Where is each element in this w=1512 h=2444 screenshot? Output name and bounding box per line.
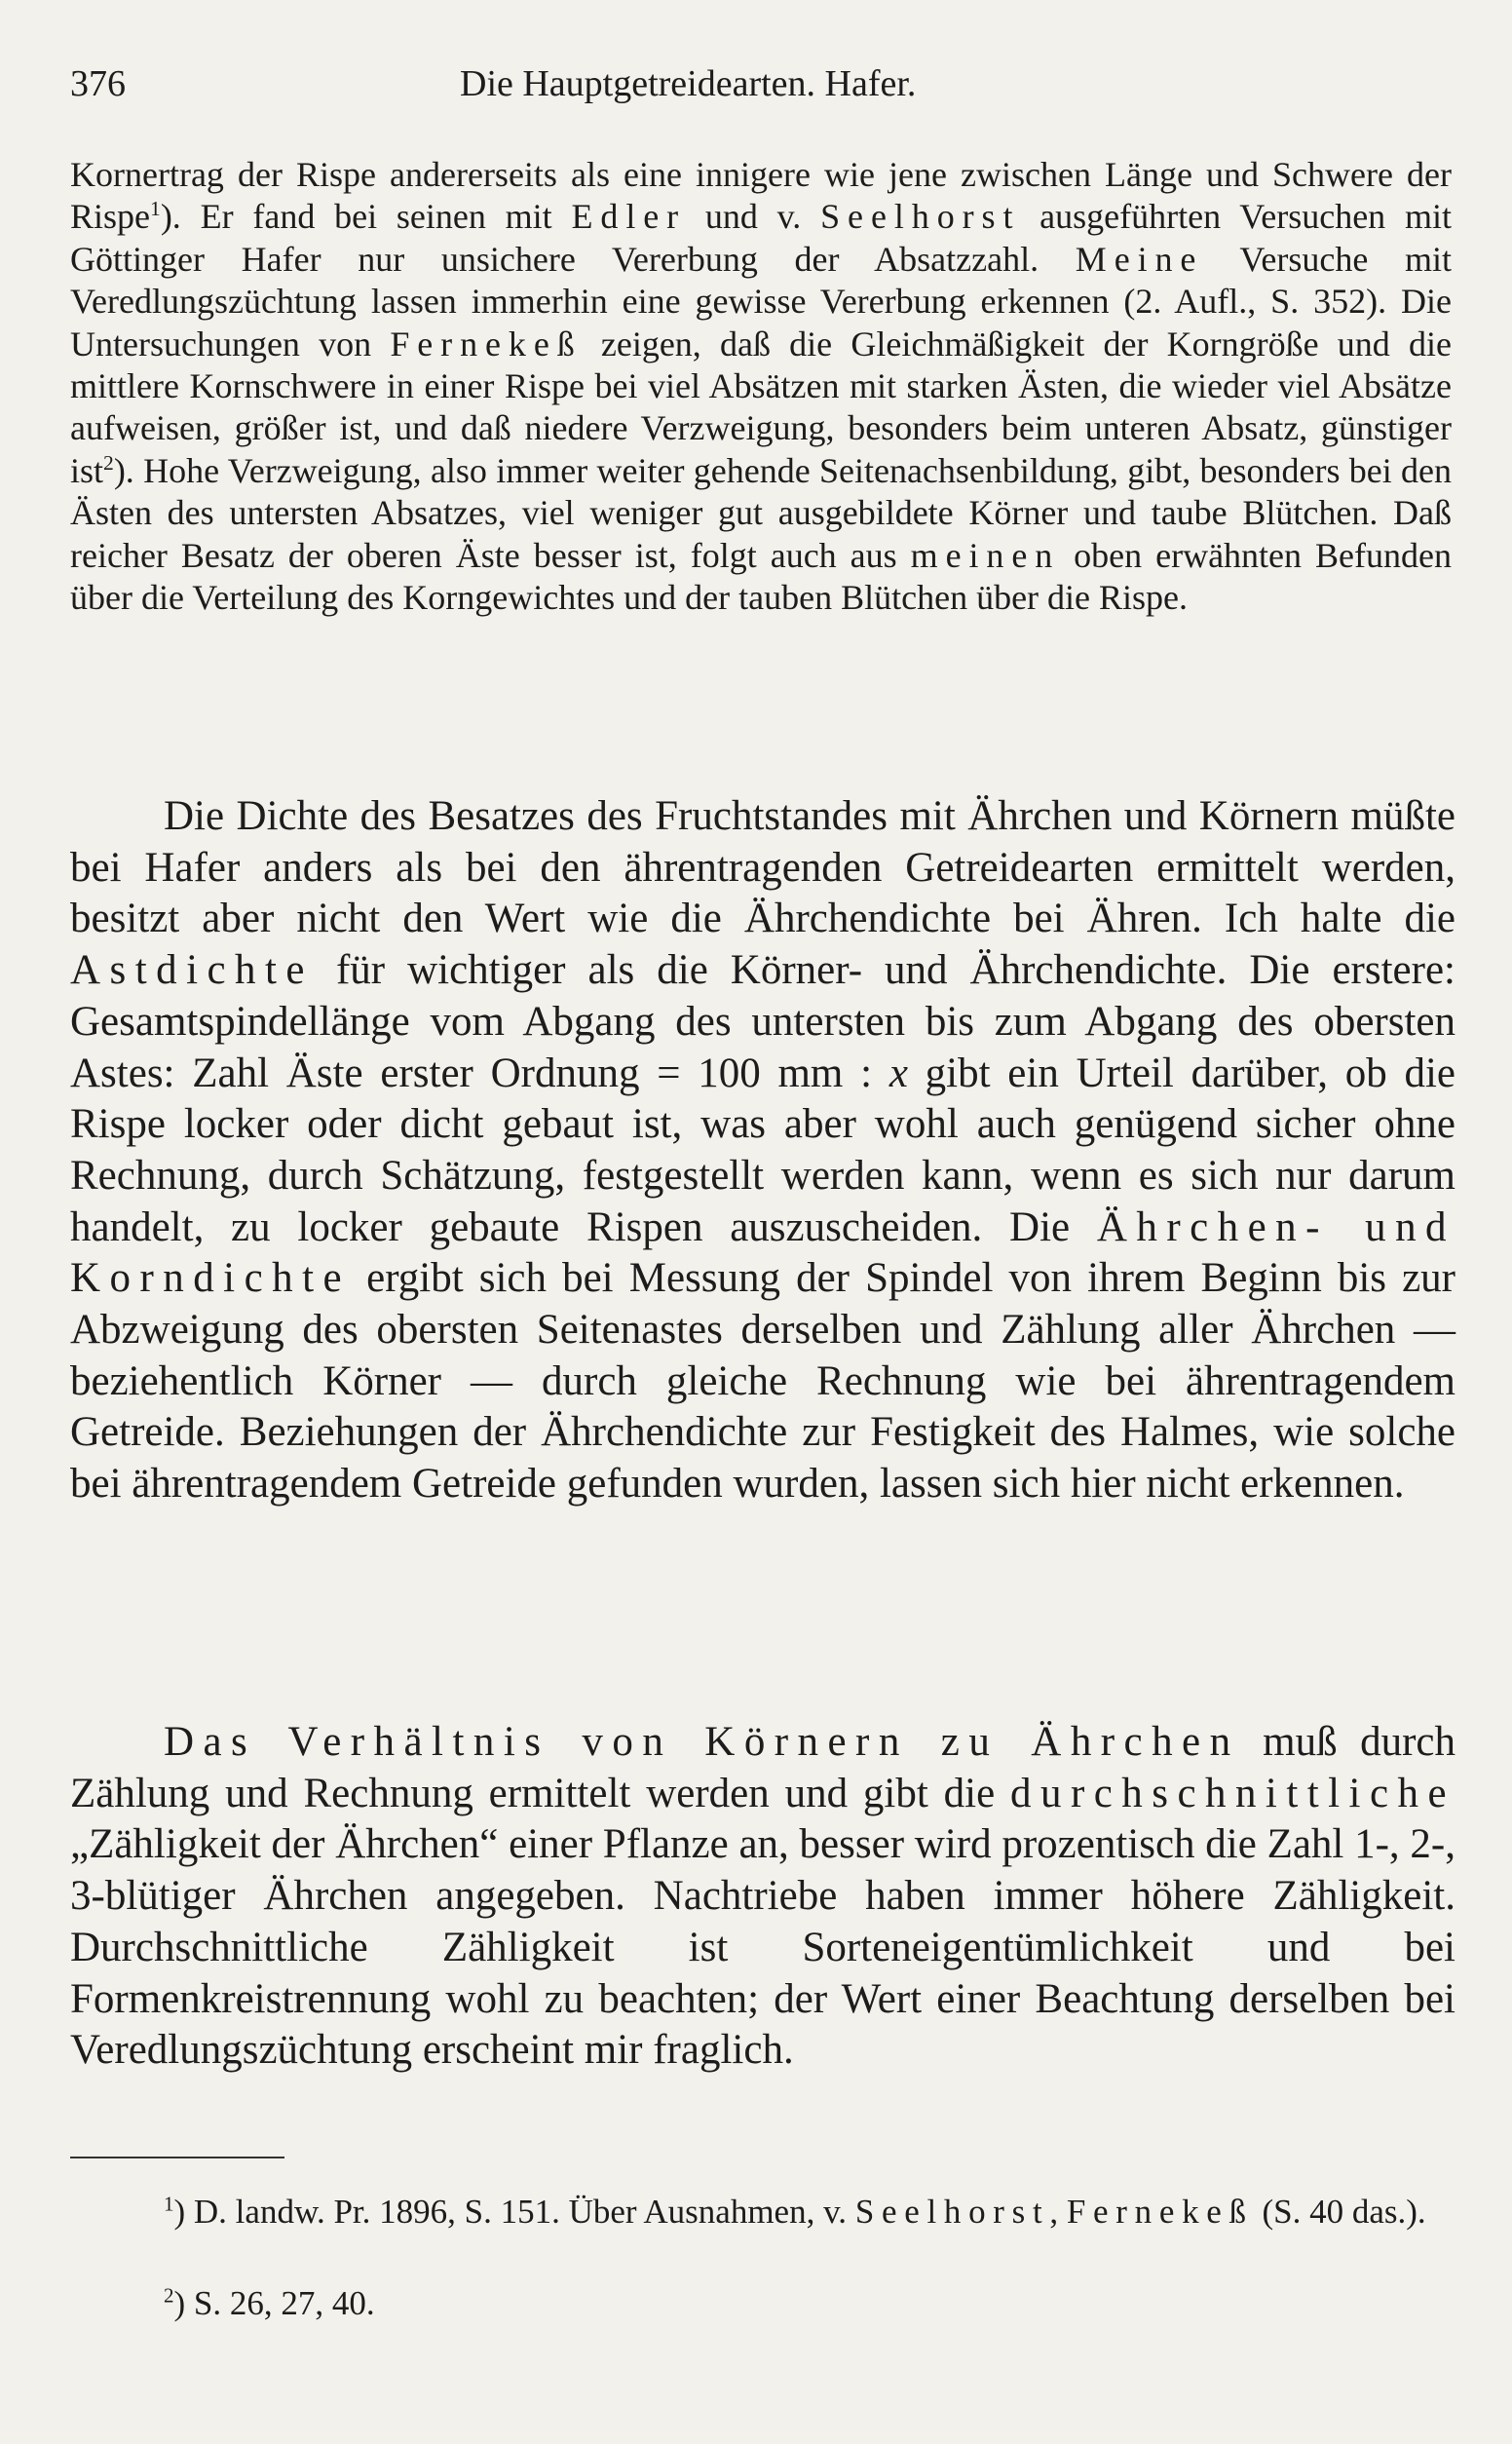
author-name: Seelhorst xyxy=(854,2193,1050,2231)
emphasis-text: Das Verhältnis von Körnern zu Ährchen xyxy=(164,1719,1240,1765)
emphasis-text: Astdichte xyxy=(70,947,314,994)
emphasis-text: meinen xyxy=(910,535,1061,575)
footnote-ref-2[interactable]: 2 xyxy=(103,450,114,475)
author-name: Fernekeß xyxy=(1066,2193,1254,2231)
author-name: Seelhorst xyxy=(820,197,1021,237)
emphasis-text: durchschnittliche xyxy=(1010,1770,1455,1816)
author-name: Edler xyxy=(571,197,687,237)
paragraph-density: Die Dichte des Besatzes des Fruchtstandes mit Ährchen und Körnern müßte bei Hafer anders als bei den ährentragenden Getreidearten ermittelt werden, besitzt aber nicht den Wert wie die Ährchendichte bei Ähren. Ich halte die Astdichte für wichtiger als die Körner- und Ährchendichte. Die erstere: Gesamtspindellänge vom Abgang des untersten bis zum Abgang des obersten Astes: Zahl Äste erster Ordnung = 100 mm : x gibt ein Urteil darüber, ob die Rispe locker oder dicht gebaut ist, was aber wohl auch genügend sicher ohne Rechnung, durch Schätzung, festgestellt werden kann, wenn es sich nur darum handelt, zu locker gebaute Rispen auszuscheiden. Die Ährchen- und Korndichte ergibt sich bei Messung der Spindel von ihrem Beginn bis zur Abzweigung des obersten Seitenastes derselben und Zählung aller Ährchen — beziehentlich Körner — durch gleiche Rechnung wie bei ährentragendem Getreide. Beziehungen der Ährchendichte zur Festigkeit des Halmes, wie solche bei ährentragendem Getreide gefunden wurden, lassen sich hier nicht erkennen. xyxy=(70,793,1455,1508)
page-number: 376 xyxy=(70,63,126,104)
emphasis-text: Ährchen- und Korndichte xyxy=(70,1203,1455,1302)
author-name: Fernekeß xyxy=(390,324,583,363)
footnote-ref-1[interactable]: 1 xyxy=(150,197,161,221)
footnote-2: $^2$) S. 26, 27, 40. xyxy=(164,2283,375,2322)
variable-x: x xyxy=(888,1050,908,1096)
page-header xyxy=(70,57,1454,115)
emphasis-text: Meine xyxy=(1075,239,1204,279)
footnote-1: $^1$) D. landw. Pr. 1896, S. 151. Über Ausnahmen, v. Seelhorst, Fernekeß (S. 40 das.). xyxy=(164,2192,1426,2231)
running-title: Die Hauptgetreidearten. Hafer. xyxy=(460,63,917,104)
paragraph-continued: Kornertrag der Rispe andererseits als eine innigere wie jene zwischen Länge und Schwere der Rispe$^1$). Er fand bei seinen mit Edler und v. Seelhorst ausgeführten Versuchen mit Göttinger Hafer nur unsichere Vererbung der Absatzzahl. Meine Versuche mit Veredlungszüchtung lassen immerhin eine gewisse Vererbung erkennen (2. Aufl., S. 352). Die Untersuchungen von Fernekeß zeigen, daß die Gleichmäßigkeit der Korngröße und die mittlere Kornschwere in einer Rispe bei viel Absätzen mit starken Ästen, die wieder viel Absätze aufweisen, größer ist, und daß niedere Verzweigung, besonders beim unteren Absatz, günstiger ist$^2$). Hohe Verzweigung, also immer weiter gehende Seitenachsenbildung, gibt, besonders bei den Ästen des untersten Absatzes, viel weniger gut ausgebildete Körner und taube Blütchen. Daß reicher Besatz der oberen Äste besser ist, folgt auch aus meinen oben erwähnten Befunden über die Verteilung des Korngewichtes und der tauben Blütchen über die Rispe. xyxy=(70,155,1452,618)
footnote-divider xyxy=(70,2157,284,2158)
paragraph-ratio: Das Verhältnis von Körnern zu Ährchen muß durch Zählung und Rechnung ermittelt werden und gibt die durchschnittliche „Zähligkeit der Ährchen“ einer Pflanze an, besser wird prozentisch die Zahl 1-, 2-, 3-blütiger Ährchen angegeben. Nachtriebe haben immer höhere Zähligkeit. Durchschnittliche Zähligkeit ist Sorteneigentümlichkeit und bei Formenkreistrennung wohl zu beachten; der Wert einer Beachtung derselben bei Veredlungszüchtung erscheint mir fraglich. xyxy=(70,1719,1456,2074)
